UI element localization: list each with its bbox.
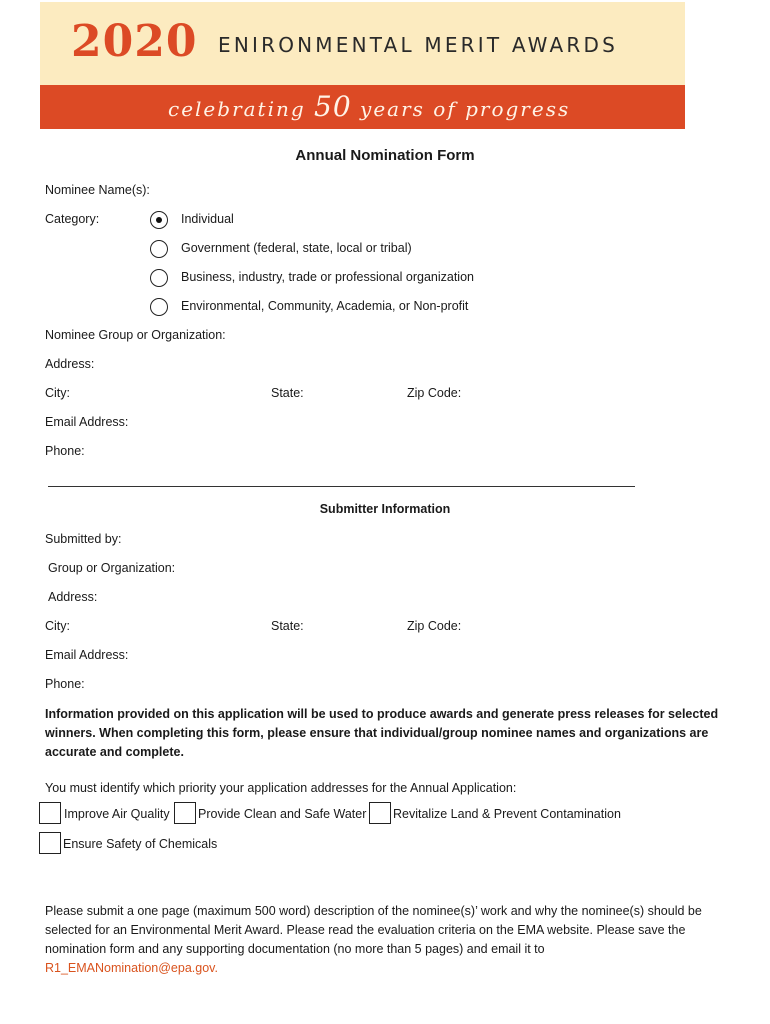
section-divider bbox=[48, 486, 635, 487]
banner-tagline bbox=[168, 89, 570, 127]
radio-environmental[interactable] bbox=[150, 298, 168, 316]
submitted-by-label: Submitted by: bbox=[45, 532, 122, 546]
checkbox-revitalize-land[interactable] bbox=[369, 802, 391, 824]
category-option-label: Environmental, Community, Academia, or Non-profit bbox=[181, 299, 469, 313]
category-option-label: Individual bbox=[181, 212, 234, 226]
submitter-group-label: Group or Organization: bbox=[48, 561, 176, 575]
banner-title: ENIRONMENTAL MERIT AWARDS bbox=[218, 33, 618, 57]
nominee-group-label: Nominee Group or Organization: bbox=[45, 328, 226, 342]
nominee-phone-label: Phone: bbox=[45, 444, 85, 458]
radio-individual[interactable] bbox=[150, 211, 168, 229]
closing-instructions bbox=[45, 902, 735, 978]
nominee-state-label: State: bbox=[271, 386, 304, 400]
checkbox-air-quality[interactable] bbox=[39, 802, 61, 824]
form-title: Annual Nomination Form bbox=[295, 147, 475, 164]
nominee-name-label: Nominee Name(s): bbox=[45, 183, 150, 197]
tagline-post: years of progress bbox=[360, 97, 571, 121]
submitter-phone-label: Phone: bbox=[45, 677, 85, 691]
tagline-pre: celebrating bbox=[168, 97, 306, 121]
banner-year: 2020 bbox=[71, 16, 198, 67]
nominee-zip-label: Zip Code: bbox=[407, 386, 462, 400]
submitter-section-title: Submitter Information bbox=[319, 502, 451, 516]
radio-government[interactable] bbox=[150, 240, 168, 258]
priority-option-label: Ensure Safety of Chemicals bbox=[63, 837, 218, 851]
checkbox-chemical-safety[interactable] bbox=[39, 832, 61, 854]
submitter-address-label: Address: bbox=[48, 590, 98, 604]
priority-prompt: You must identify which priority your application addresses for the Annual Application: bbox=[45, 781, 517, 795]
category-label: Category: bbox=[45, 212, 100, 226]
submitter-email-label: Email Address: bbox=[45, 648, 129, 662]
priority-option-label: Improve Air Quality bbox=[64, 807, 170, 821]
category-option-label: Business, industry, trade or professional organization bbox=[181, 270, 474, 284]
radio-selected-dot bbox=[156, 217, 162, 223]
submission-email-link[interactable]: R1_EMANomination@epa.gov. bbox=[45, 961, 218, 975]
radio-business[interactable] bbox=[150, 269, 168, 287]
info-notice: Information provided on this application will be used to produce awards and generate press releases for selected winners. When completing this form, please ensure that individual/group nominee names and organizations are accurate and complete. bbox=[45, 707, 719, 759]
tagline-number: 50 bbox=[314, 90, 352, 123]
priority-option-label: Revitalize Land & Prevent Contamination bbox=[393, 807, 621, 821]
closing-text: Please submit a one page (maximum 500 word) description of the nominee(s)’ work and why the nominee(s) should be selected for an Environmental Merit Award. Please read the evaluation criteria on the EMA website. Please save the nomination form and any supporting documentation (no more than 5 pages) and email it to bbox=[45, 904, 702, 956]
submitter-state-label: State: bbox=[271, 619, 304, 633]
nominee-city-label: City: bbox=[45, 386, 70, 400]
submitter-city-label: City: bbox=[45, 619, 70, 633]
checkbox-clean-water[interactable] bbox=[174, 802, 196, 824]
nominee-email-label: Email Address: bbox=[45, 415, 129, 429]
award-banner bbox=[40, 2, 685, 129]
category-option-label: Government (federal, state, local or tribal) bbox=[181, 241, 412, 255]
nominee-address-label: Address: bbox=[45, 357, 95, 371]
submitter-zip-label: Zip Code: bbox=[407, 619, 462, 633]
priority-option-label: Provide Clean and Safe Water bbox=[198, 807, 367, 821]
